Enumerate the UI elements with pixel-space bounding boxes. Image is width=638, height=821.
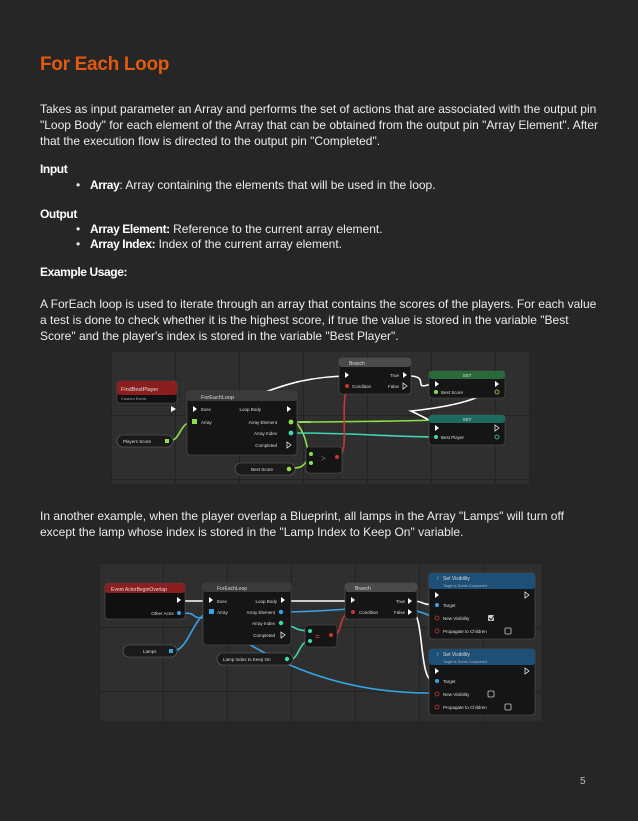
node-set-best-player[interactable] (429, 415, 505, 445)
var-label: Best Score (251, 467, 274, 472)
pin-label: Loop Body (239, 407, 261, 412)
bullet-term: Array Element: (90, 222, 170, 236)
var-label: Players Score (123, 439, 152, 444)
pin-label: Target (443, 603, 456, 608)
blueprint-diagram-lamps (99, 563, 541, 721)
pin-label: Target (443, 679, 456, 684)
node-title: ForEachLoop (217, 586, 248, 592)
pin-label: True (395, 599, 405, 604)
node-set-visibility-1[interactable] (429, 573, 535, 639)
pin-label: Propagate to Children (443, 629, 487, 634)
var-label: Lamp Index to Keep On (223, 657, 271, 662)
pin-label: Exec (201, 407, 212, 412)
pin-label: False (387, 384, 399, 389)
bullet-desc: : Array containing the elements that will be used in the loop. (119, 178, 436, 192)
node-title: Branch (355, 586, 371, 592)
node-set-visibility-2[interactable] (429, 649, 535, 715)
node-players-score[interactable] (117, 435, 173, 447)
node-title: Set Visibility (443, 652, 470, 658)
pin-label: Loop Body (255, 599, 277, 604)
bullet-dot: • (76, 222, 81, 236)
svg-text:f: f (437, 576, 439, 581)
page-number: 5 (580, 776, 586, 787)
pin-label: Exec (217, 599, 228, 604)
pin-label: Array Element (246, 610, 275, 615)
output-bullet-index (76, 237, 342, 251)
node-subtitle: Target is Scene Component (443, 584, 488, 588)
node-title: Branch (349, 361, 365, 367)
node-title: SET (462, 373, 472, 378)
pin-label: Condition (359, 610, 379, 615)
pin-label: Best Score (441, 390, 464, 395)
node-best-score[interactable] (235, 463, 295, 475)
node-event-actor-begin-overlap[interactable] (105, 583, 185, 619)
pin-label: Completed (253, 633, 275, 638)
node-set-best-score[interactable] (429, 371, 505, 398)
bullet-term: Array (90, 178, 120, 192)
bullet-dot: • (76, 237, 81, 251)
node-lamps-variable[interactable] (123, 645, 177, 657)
pin-label: Completed (255, 443, 277, 448)
svg-text:=: = (315, 632, 320, 641)
svg-text:f: f (437, 652, 439, 657)
node-lamp-index-to-keep-on[interactable] (217, 653, 293, 665)
page-title: For Each Loop (40, 54, 170, 75)
pin-label: Array Index (253, 431, 277, 436)
node-subtitle: Target is Scene Component (443, 660, 488, 664)
example-paragraph-1: A ForEach loop is used to iterate through an array that contains the scores of the players. For each value a test is done to check whether it is the highest score, if true the value is stored in the variable "Best Score" and the player's index is stored in the variable "Best Player". (40, 297, 597, 343)
pin-label: New Visibility (443, 616, 470, 621)
node-title: FindBestPlayer (121, 387, 159, 393)
example-heading: Example Usage: (40, 265, 128, 279)
pin-label: Condition (352, 384, 372, 389)
svg-text:>: > (321, 454, 326, 463)
input-bullet-array (76, 178, 436, 192)
bullet-desc: Index of the current array element. (155, 237, 342, 251)
pin-label: Array Index (251, 621, 275, 626)
pin-label: Other Actor (151, 611, 174, 616)
pin-label: Best Player (441, 435, 465, 440)
output-bullet-element (76, 222, 383, 236)
pin-label: New Visibility (443, 692, 470, 697)
pin-label: Array (201, 420, 212, 425)
output-heading: Output (40, 207, 77, 221)
node-title: ForEachLoop (201, 395, 235, 401)
node-title: Set Visibility (443, 576, 470, 582)
pin-label: Array (217, 610, 228, 615)
bullet-dot: • (76, 178, 81, 192)
node-branch[interactable] (339, 358, 411, 394)
node-foreach-loop[interactable] (203, 583, 291, 645)
pin-label: Array Element (248, 420, 277, 425)
var-label: Lamps (143, 649, 157, 654)
example-paragraph-2: In another example, when the player overlap a Blueprint, all lamps in the Array "Lamps" will turn off except the lamp whose index is stored in the "Lamp Index to Keep On" variable. (40, 509, 564, 539)
pin-label: Propagate to Children (443, 705, 487, 710)
pin-label: False (393, 610, 405, 615)
node-title: SET (462, 417, 472, 422)
bullet-term: Array Index: (90, 237, 156, 251)
input-heading: Input (40, 162, 68, 176)
node-foreach-loop[interactable] (187, 391, 297, 455)
intro-paragraph: Takes as input parameter an Array and performs the set of actions that are associated with the output pin "Loop Body" for each element of the Array that can be obtained from the output pin "Array Element". After that the execution flow is directed to the output pin "Completed". (40, 102, 599, 148)
bullet-desc: Reference to the current array element. (169, 222, 383, 236)
node-greater-compare[interactable] (306, 447, 342, 473)
node-branch[interactable] (345, 583, 417, 619)
node-title: Event ActorBeginOverlap (111, 587, 167, 593)
blueprint-diagram-foreach-best-score (111, 351, 529, 484)
node-equal-compare[interactable] (305, 625, 337, 647)
pin-label: True (389, 373, 399, 378)
node-subtitle: Custom Event (121, 396, 147, 401)
